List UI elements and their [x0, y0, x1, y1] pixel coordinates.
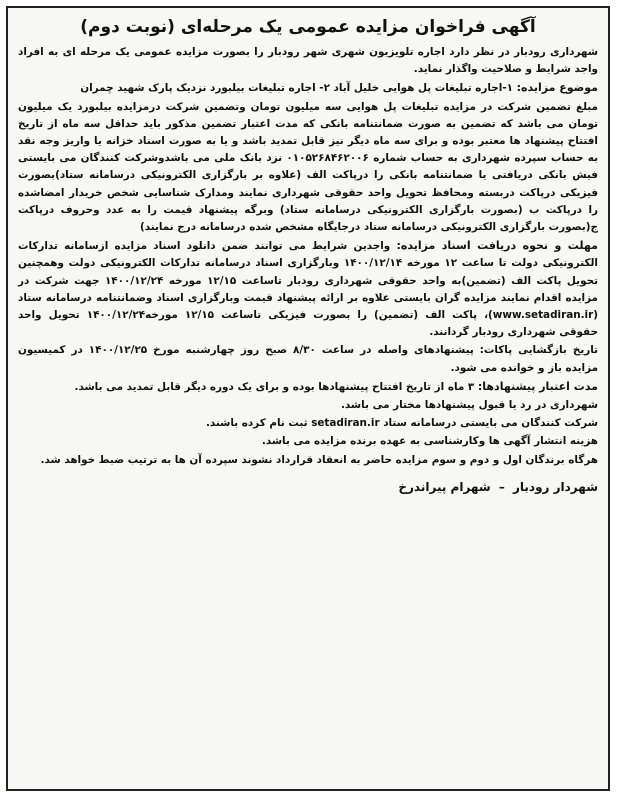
signature-name: شهرام پیراندرخ: [398, 479, 491, 494]
subject-text: ۱-اجاره تبلیغات پل هوایی خلیل آباد ۲- اجاره تبلیغات بیلبورد نزدیک پارک شهید چمران: [80, 82, 513, 95]
signature: [18, 477, 598, 497]
notice-frame: [6, 6, 610, 791]
docs-paragraph: [18, 237, 598, 341]
opening-paragraph: تاریخ بازگشایی پاکات: پیشنهادهای واصله در ساعت ۸/۳۰ صبح روز چهارشنبه مورخ ۱۴۰۰/۱۲/۲۵ در کمیسیون مزایده باز و خوانده می شود.: [18, 344, 599, 374]
note-item: هرگاه برندگان اول و دوم و سوم مزایده حاضر به انعقاد قرارداد نشوند سپرده آن ها به ترتیب ضبط خواهد شد.: [40, 453, 598, 466]
deposit-paragraph: مبلغ تضمین شرکت در مزایده تبلیغات پل هوایی سه میلیون تومان وتضمین شرکت درمزایده بیلبورد یک میلیون تومان می باشد که تضمین به صورت ضمانتنامه بانکی که مدت اعتبار تضمین مذکور باید حداقل سه ماه از تاریخ افتتاح پیشنهاد ها معتبر بوده و برای سه ماه دیگر نیز قابل تمدید باشد و یا به صورت اسناد خزانه یا واریز وجه نقد به حساب سپرده شهرداری به حساب شماره ۰۱۰۵۲۶۸۴۶۲۰۰۶ نزد بانک ملی می باشدوشرکت کنندگان می بایستی فیش بانکی دریافتی یا ضمانتنامه بانکی را درپاکت الف (علاوه بر بارگزاری الکترونیکی درسامانه ستاد)بصورت فیزیکی درپاکت دربسته ومحافظ تحویل واحد حقوقی شهرداری نمایند ومدارک شناسایی شخص خریدار امضاشده را درپاکت ب (بصورت بارگزاری الکترونیکی درسامانه ستاد) وبرگه پیشنهاد قیمت را به عدد وحروف درپاکت ج(بصورت بارگزاری الکترونیکی درسامانه ستاد درجایگاه مشخص شده درسامانه درج نمایند): [18, 100, 598, 234]
note-item: شهرداری در رد یا قبول پیشنهادها مختار می باشد.: [340, 399, 598, 412]
subject-paragraph: [18, 79, 598, 97]
signature-dash: –: [498, 479, 505, 494]
docs-text: واجدین شرایط می توانند ضمن دانلود اسناد مزایده ازسامانه تدارکات الکترونیکی دولت تا ساعت ۱۲ مورخه ۱۴۰۰/۱۲/۱۴ وبارگزاری اسناد درسامانه تدارکات الکترونیکی دولت وهمچنین تحویل پاکت الف (تضمین)به واحد حقوقی شهرداری رودبار تاساعت ۱۲/۱۵ مورخه ۱۴۰۰/۱۲/۲۴ جهت شرکت در مزایده اقدام نمایند مزایده گران بایستی علاوه بر ارائه پیشنهاد قیمت وبارگزاری اسناد وضمانتنامه درسامانه ستاد (www.setadiran.ir)، پاکت الف (تضمین) را بصورت فیزیکی تاساعت ۱۲/۱۵ مورخه۱۴۰۰/۱۲/۲۴ تحویل واحد حقوقی شهرداری رودبار گردانند.: [18, 240, 598, 339]
notice-title: آگهی فراخوان مزایده عمومی یک مرحله‌ای (نوبت دوم): [80, 17, 536, 37]
subject-label: موضوع مزایده:: [516, 81, 598, 95]
note-item: شرکت کنندگان می بایستی درسامانه ستاد setadiran.ir ثبت نام کرده باشند.: [205, 417, 598, 430]
intro-paragraph: شهرداری رودبار در نظر دارد اجاره تلویزیون شهری شهر رودبار را بصورت مزایده عمومی یک مرحله ای به افراد واجد شرایط و صلاحیت واگذار نماید.: [18, 46, 598, 76]
signature-role: شهردار رودبار: [513, 479, 598, 494]
validity-text: ۳ ماه از تاریخ افتتاح پیشنهادها بوده و برای یک دوره دیگر قابل تمدید می باشد.: [74, 380, 475, 393]
validity-paragraph: [18, 378, 598, 396]
docs-label: مهلت و نحوه دریافت اسناد مزایده:: [396, 239, 598, 253]
validity-label: مدت اعتبار پیشنهادها:: [477, 379, 598, 393]
note-item: هزینه انتشار آگهی ها وکارشناسی به عهده برنده مزایده می باشد.: [261, 435, 598, 448]
